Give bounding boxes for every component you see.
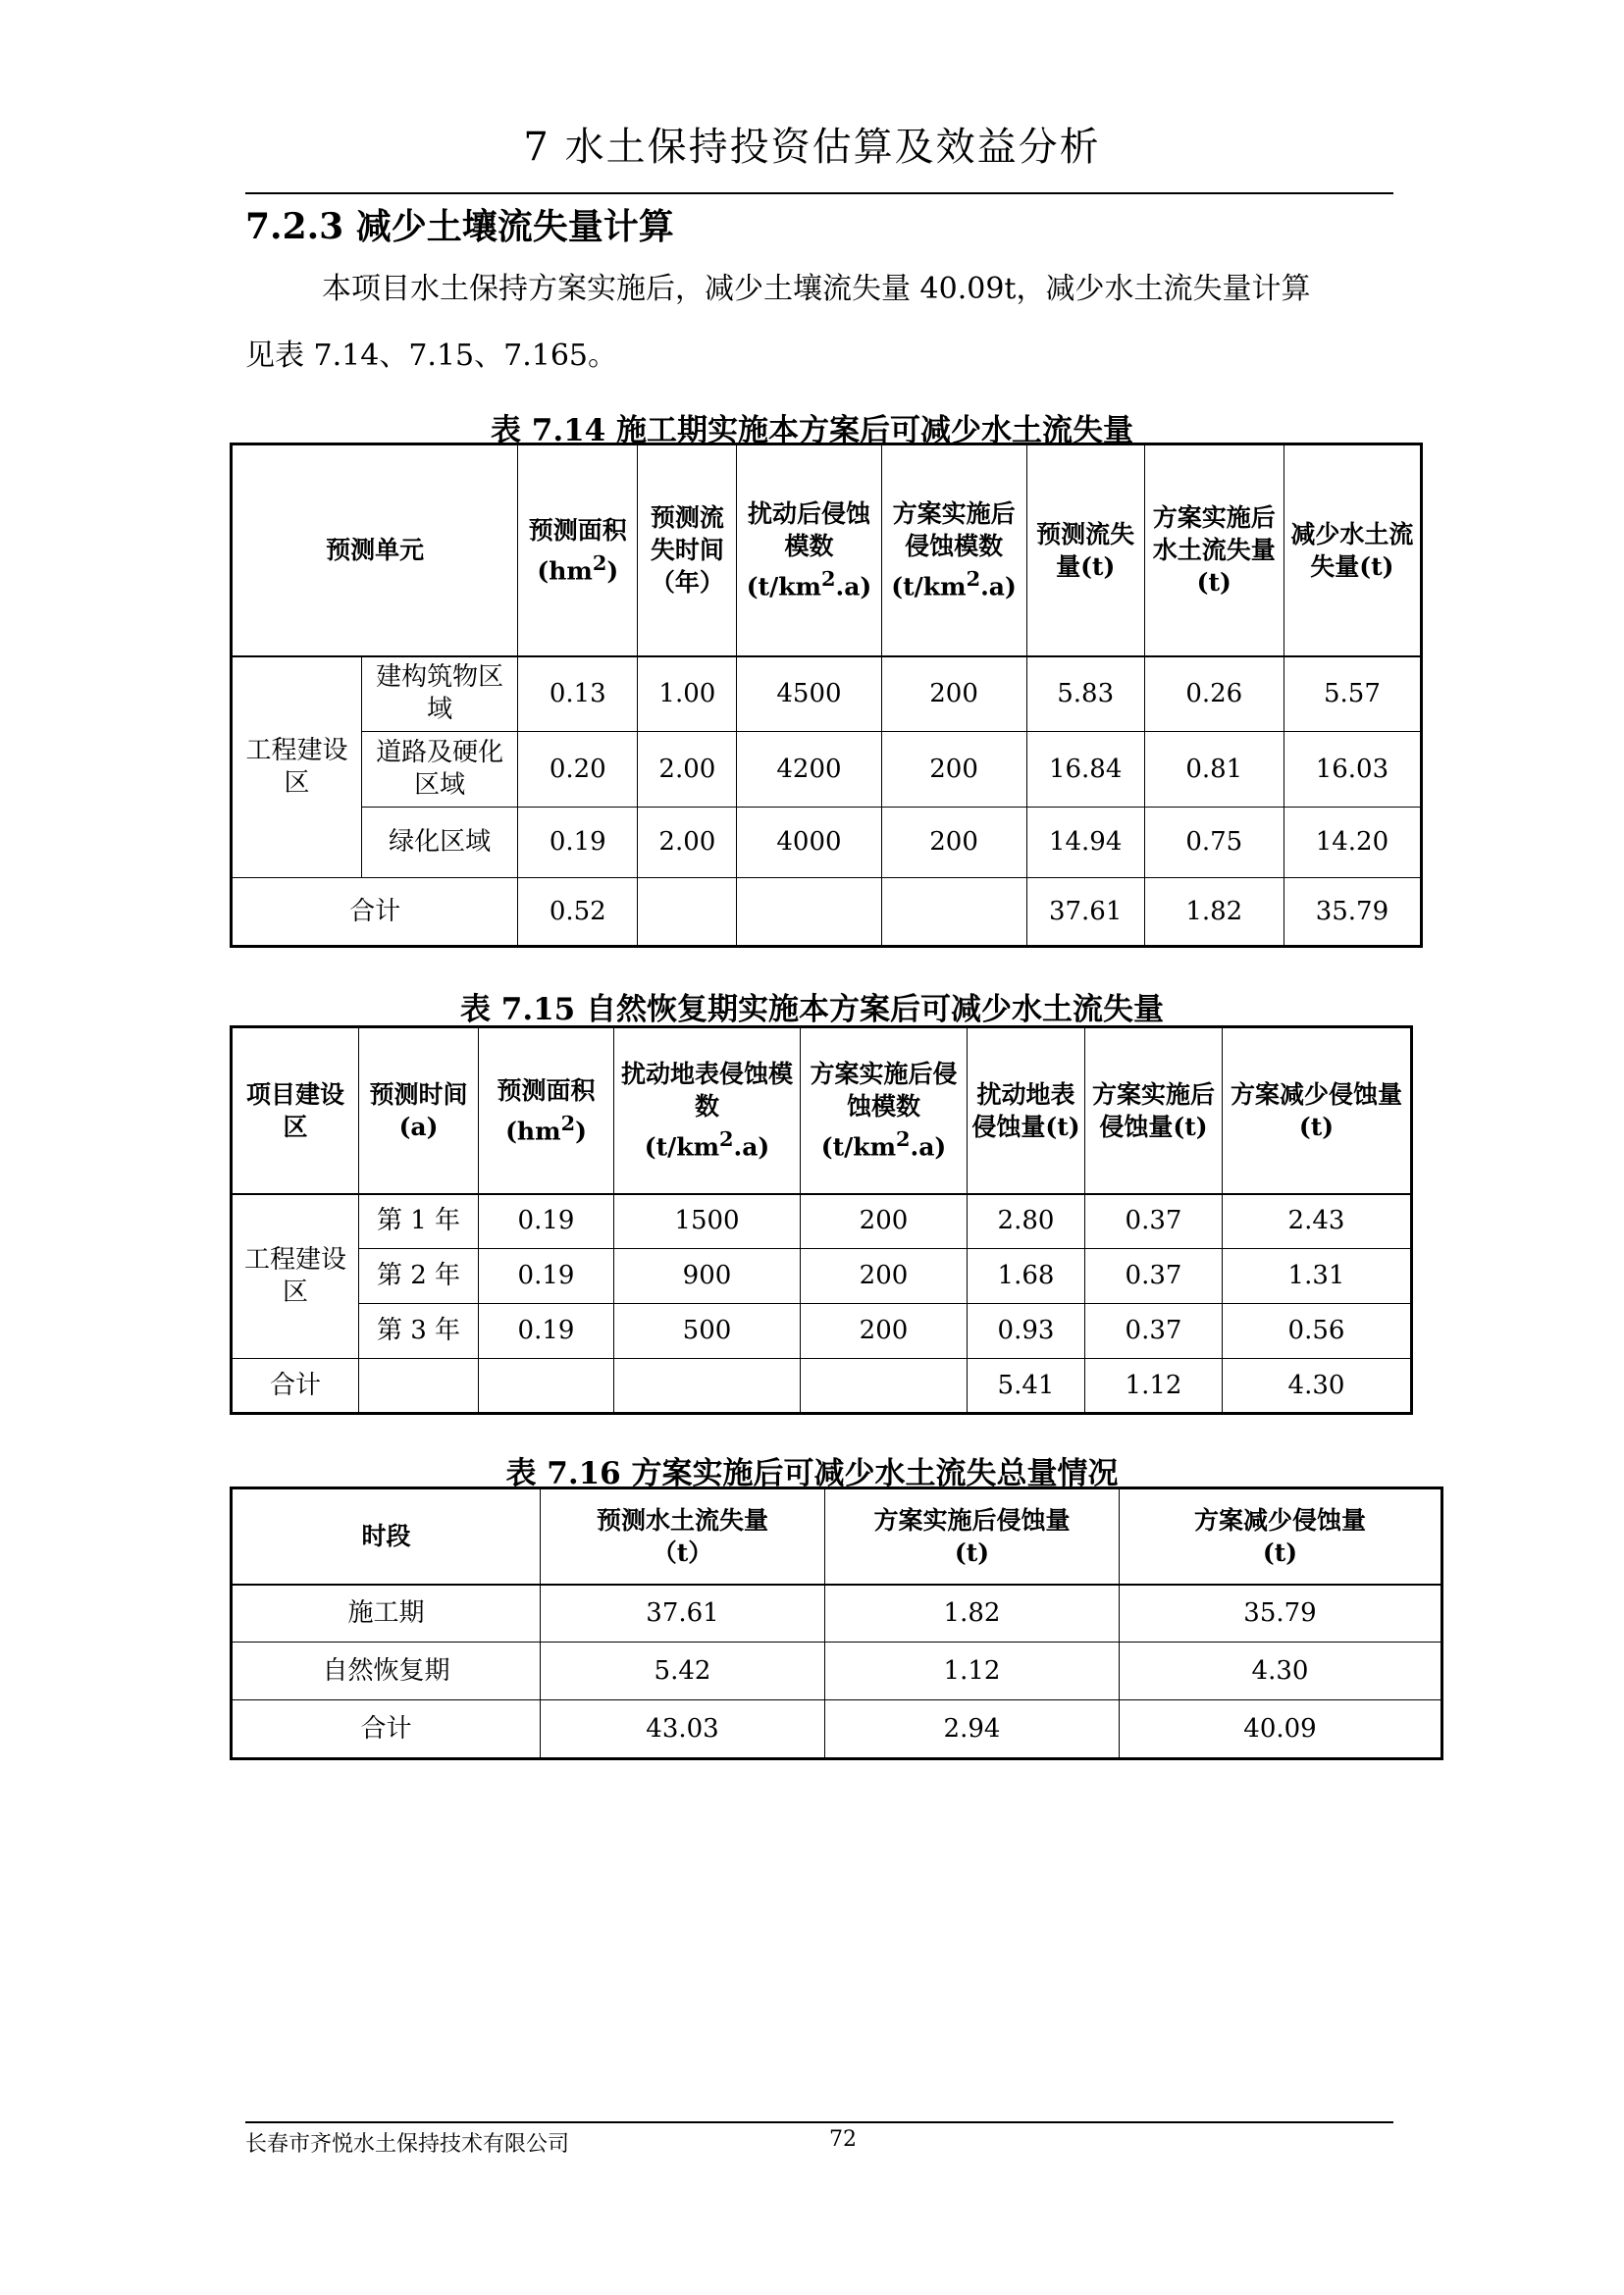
cell-plan: 1.12 xyxy=(1085,1359,1223,1414)
col-header-area: 预测面积 $(hm^2)$ xyxy=(479,1027,614,1194)
cell-area: 0.52 xyxy=(518,878,638,947)
table-row xyxy=(232,808,1422,878)
cell-area: 0.19 xyxy=(479,1194,614,1249)
cell-empty xyxy=(359,1359,479,1414)
page-number: 72 xyxy=(829,2127,857,2152)
group-label: 工程建设区 xyxy=(232,1194,359,1359)
cell-year: 第 3 年 xyxy=(359,1304,479,1359)
table-7-14 xyxy=(230,443,1423,948)
cell-pred: 5.83 xyxy=(1026,656,1144,732)
cell-reduce: 16.03 xyxy=(1283,732,1421,808)
cell-area: 0.19 xyxy=(479,1249,614,1304)
cell-empty xyxy=(881,878,1026,947)
cell-plan: 0.37 xyxy=(1085,1304,1223,1359)
col-header-pred-loss: 预测流失量(t) xyxy=(1026,444,1144,656)
col-header-mod-dist: 扰动地表侵蚀模数 $(t/km^2.a)$ xyxy=(614,1027,801,1194)
paragraph-line-1: 本项目水土保持方案实施后，减少土壤流失量 40.09t，减少水土流失量计算 xyxy=(322,272,1311,306)
cell-time: 2.00 xyxy=(638,732,737,808)
cell-reduce: 35.79 xyxy=(1283,878,1421,947)
paragraph-line-2: 见表 7.14、7.15、7.165。 xyxy=(245,339,618,373)
cell-pred: 37.61 xyxy=(541,1585,825,1643)
cell-plan: 1.82 xyxy=(825,1585,1120,1643)
cell-reduce: 4.30 xyxy=(1223,1359,1412,1414)
cell-plan: 0.37 xyxy=(1085,1194,1223,1249)
col-header-plan-loss: 方案实施后侵蚀量(t) xyxy=(1085,1027,1223,1194)
total-label: 合计 xyxy=(232,878,518,947)
cell-period: 施工期 xyxy=(232,1585,541,1643)
table-header-row xyxy=(232,1027,1412,1194)
cell-area: 0.19 xyxy=(479,1304,614,1359)
cell-empty xyxy=(737,878,881,947)
section-title: 7.2.3 减少土壤流失量计算 xyxy=(245,206,674,247)
cell-mod-dist: 500 xyxy=(614,1304,801,1359)
chapter-title: 7 水土保持投资估算及效益分析 xyxy=(523,125,1101,170)
cell-dist: 2.80 xyxy=(968,1194,1085,1249)
table-row xyxy=(232,1700,1442,1759)
row-name: 道路及硬化区域 xyxy=(362,732,518,808)
cell-plan: 1.12 xyxy=(825,1643,1120,1700)
col-header-pred: 预测水土流失量 （t） xyxy=(541,1488,825,1585)
footer-company: 长春市齐悦水土保持技术有限公司 xyxy=(245,2132,570,2157)
col-header-period: 时段 xyxy=(232,1488,541,1585)
cell-time: 2.00 xyxy=(638,808,737,878)
cell-plan: 0.37 xyxy=(1085,1249,1223,1304)
table-header-row xyxy=(232,444,1422,656)
cell-area: 0.13 xyxy=(518,656,638,732)
cell-reduce: 0.56 xyxy=(1223,1304,1412,1359)
cell-mod-plan: 200 xyxy=(881,808,1026,878)
cell-mod-plan: 200 xyxy=(801,1304,968,1359)
cell-empty xyxy=(638,878,737,947)
cell-plan: 0.26 xyxy=(1144,656,1283,732)
cell-mod-after: 4000 xyxy=(737,808,881,878)
cell-dist: 5.41 xyxy=(968,1359,1085,1414)
table-7-16-caption: 表 7.16 方案实施后可减少水土流失总量情况 xyxy=(505,1456,1119,1491)
cell-period: 合计 xyxy=(232,1700,541,1759)
cell-dist: 0.93 xyxy=(968,1304,1085,1359)
table-header-row xyxy=(232,1488,1442,1585)
cell-empty xyxy=(801,1359,968,1414)
col-header-time: 预测流失时间（年） xyxy=(638,444,737,656)
table-row xyxy=(232,732,1422,808)
col-header-plan-loss: 方案实施后水土流失量(t) xyxy=(1144,444,1283,656)
cell-empty xyxy=(479,1359,614,1414)
table-row xyxy=(232,1643,1442,1700)
col-header-dist-loss: 扰动地表侵蚀量(t) xyxy=(968,1027,1085,1194)
cell-pred: 5.42 xyxy=(541,1643,825,1700)
cell-reduce: 2.43 xyxy=(1223,1194,1412,1249)
cell-mod-plan: 200 xyxy=(801,1249,968,1304)
col-header-mod-after: 扰动后侵蚀模数 $(t/km^2.a)$ xyxy=(737,444,881,656)
cell-period: 自然恢复期 xyxy=(232,1643,541,1700)
table-7-15-caption: 表 7.15 自然恢复期实施本方案后可减少水土流失量 xyxy=(459,992,1165,1027)
table-row xyxy=(232,1194,1412,1249)
cell-plan: 0.81 xyxy=(1144,732,1283,808)
table-7-15 xyxy=(230,1025,1413,1415)
col-header-mod-plan: 方案实施后侵蚀模数 $(t/km^2.a)$ xyxy=(801,1027,968,1194)
col-header-plan: 方案实施后侵蚀量 (t) xyxy=(825,1488,1120,1585)
table-total-row xyxy=(232,878,1422,947)
group-label: 工程建设区 xyxy=(232,656,362,878)
col-header-time: 预测时间(a) xyxy=(359,1027,479,1194)
cell-reduce: 35.79 xyxy=(1120,1585,1442,1643)
cell-empty xyxy=(614,1359,801,1414)
col-header-reduce: 减少水土流失量(t) xyxy=(1283,444,1421,656)
cell-dist: 1.68 xyxy=(968,1249,1085,1304)
cell-reduce: 40.09 xyxy=(1120,1700,1442,1759)
cell-plan: 2.94 xyxy=(825,1700,1120,1759)
cell-area: 0.20 xyxy=(518,732,638,808)
cell-mod-plan: 200 xyxy=(881,656,1026,732)
col-header-mod-plan: 方案实施后侵蚀模数 $(t/km^2.a)$ xyxy=(881,444,1026,656)
cell-mod-after: 4500 xyxy=(737,656,881,732)
col-header-reduce: 方案减少侵蚀量(t) xyxy=(1223,1027,1412,1194)
table-row xyxy=(232,1249,1412,1304)
col-header-unit: 预测单元 xyxy=(232,444,518,656)
cell-time: 1.00 xyxy=(638,656,737,732)
col-header-area: 预测面积 $(hm^2)$ xyxy=(518,444,638,656)
col-header-zone: 项目建设区 xyxy=(232,1027,359,1194)
table-row xyxy=(232,1585,1442,1643)
cell-pred: 16.84 xyxy=(1026,732,1144,808)
cell-year: 第 1 年 xyxy=(359,1194,479,1249)
cell-mod-after: 4200 xyxy=(737,732,881,808)
table-total-row xyxy=(232,1359,1412,1414)
total-label: 合计 xyxy=(232,1359,359,1414)
cell-reduce: 5.57 xyxy=(1283,656,1421,732)
header-rule xyxy=(245,192,1393,194)
cell-area: 0.19 xyxy=(518,808,638,878)
table-row xyxy=(232,656,1422,732)
row-name: 绿化区域 xyxy=(362,808,518,878)
cell-pred: 37.61 xyxy=(1026,878,1144,947)
cell-plan: 1.82 xyxy=(1144,878,1283,947)
table-7-14-caption: 表 7.14 施工期实施本方案后可减少水土流失量 xyxy=(490,413,1134,448)
cell-pred: 14.94 xyxy=(1026,808,1144,878)
cell-mod-dist: 1500 xyxy=(614,1194,801,1249)
cell-mod-dist: 900 xyxy=(614,1249,801,1304)
row-name: 建构筑物区域 xyxy=(362,656,518,732)
table-row xyxy=(232,1304,1412,1359)
cell-plan: 0.75 xyxy=(1144,808,1283,878)
cell-reduce: 14.20 xyxy=(1283,808,1421,878)
table-7-16 xyxy=(230,1487,1443,1760)
cell-mod-plan: 200 xyxy=(801,1194,968,1249)
footer-rule xyxy=(245,2121,1393,2123)
cell-year: 第 2 年 xyxy=(359,1249,479,1304)
cell-reduce: 4.30 xyxy=(1120,1643,1442,1700)
cell-pred: 43.03 xyxy=(541,1700,825,1759)
cell-reduce: 1.31 xyxy=(1223,1249,1412,1304)
col-header-reduce: 方案减少侵蚀量 (t) xyxy=(1120,1488,1442,1585)
cell-mod-plan: 200 xyxy=(881,732,1026,808)
